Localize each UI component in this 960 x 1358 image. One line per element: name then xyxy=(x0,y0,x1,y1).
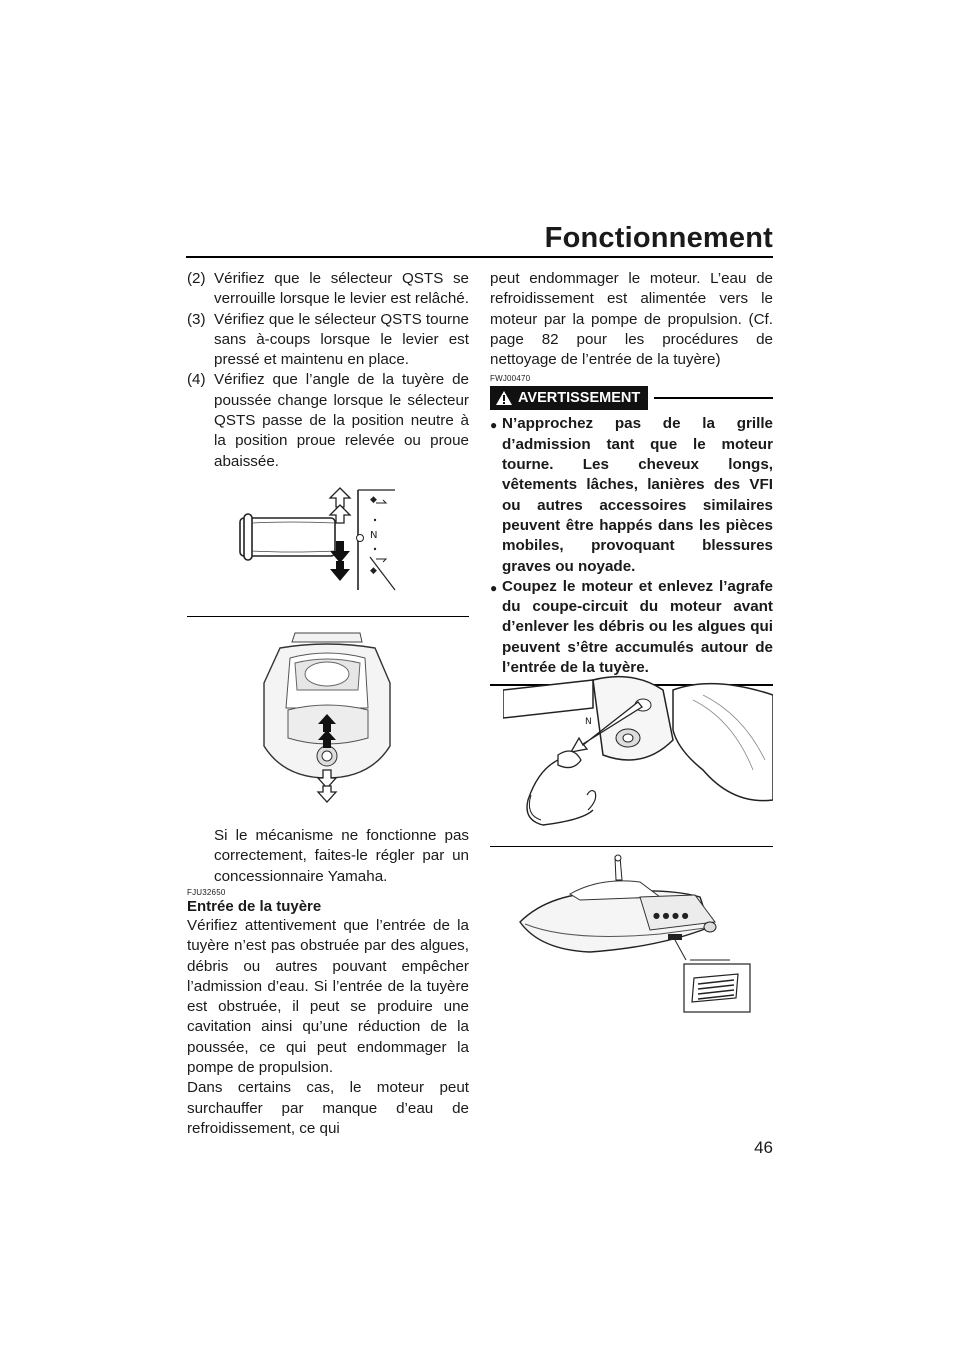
step-2: (2) Vérifiez que le sélecteur QSTS se verrouille lorsque le levier est relâché. xyxy=(187,270,469,308)
warning-badge xyxy=(490,386,648,410)
warning-code: FWJ00470 xyxy=(490,374,531,384)
engine-shutoff-clip-figure xyxy=(503,660,773,840)
watercraft-top-view-figure xyxy=(250,628,405,806)
warning-header xyxy=(490,386,773,410)
warning-rule xyxy=(654,397,773,399)
section-heading: Entrée de la tuyère xyxy=(187,898,322,915)
svg-text:● ● ● ●: ● ● ● ● xyxy=(653,911,689,920)
left-column xyxy=(187,269,469,472)
nozzle-section xyxy=(187,888,469,1139)
nozzle-paragraph-1: Vérifiez attentivement que l’entrée de la tuyère n’est pas obstruée par des algues, débris ou autres pouvant empêcher l’admission d’eau. Si l’entrée de la tuyère est obstruée, il peut se produire une cavitation ainsi qu’une réduction de la poussée, ce qui peut endommager la pompe de propulsion. xyxy=(187,917,469,1077)
section-code: FJU32650 xyxy=(187,888,226,897)
page-title: Fonctionnement xyxy=(544,222,773,254)
warning-triangle-icon xyxy=(496,391,512,405)
title-rule xyxy=(186,256,773,258)
watercraft-side-view-figure xyxy=(510,852,760,1022)
nozzle-paragraph-2-cont: peut endommager le moteur. L’eau de refroidissement est alimentée vers le moteur par la pompe de propulsion. (Cf. page 82 pour les procédures de nettoyage de l’entrée de la tuyère) xyxy=(490,270,773,369)
step-3: (3) Vérifiez que le sélecteur QSTS tourne sans à-coups lorsque le levier est pressé et maintenu en place. xyxy=(187,310,469,369)
warning-item: ● N’approchez pas de la grille d’admission tant que le moteur tourne. Les cheveux longs, vêtements lâches, lanières des VFI ou autres accessoires similaires peuvent être happés dans les pièces mobiles, provoquant blessures graves ou noyade. xyxy=(490,414,773,576)
bullet-icon: ● xyxy=(490,418,498,433)
page-number: 46 xyxy=(754,1138,773,1157)
neutral-mark: N xyxy=(585,717,592,727)
step-4: (4) Vérifiez que l’angle de la tuyère de poussée change lorsque le sélecteur QSTS passe de la position neutre à la position proue relevée ou proue abaissée. xyxy=(187,371,469,470)
warning-item: ● Coupez le moteur et enlevez l’agrafe du coupe-circuit du moteur avant d’enlever les débris ou les algues qui peuvent s’être accumulés autour de l’entrée de la tuyère. xyxy=(490,577,773,678)
svg-text:◆: ◆ xyxy=(370,495,377,505)
right-column xyxy=(490,269,773,686)
qsts-selector-figure xyxy=(230,485,410,600)
malfunction-note: Si le mécanisme ne fonctionne pas correctement, faites-le régler par un concessionnaire Yamaha. xyxy=(214,827,469,885)
bullet-icon: ● xyxy=(490,580,498,595)
figure-divider xyxy=(187,616,469,617)
svg-text:◆: ◆ xyxy=(370,566,377,576)
nozzle-paragraph-2: Dans certains cas, le moteur peut surchauffer par manque d’eau de refroidissement, ce qui xyxy=(187,1079,469,1137)
neutral-mark: N xyxy=(370,530,378,541)
warning-label: AVERTISSEMENT xyxy=(518,390,641,407)
warning-list xyxy=(490,414,773,678)
figure-divider xyxy=(490,846,773,847)
